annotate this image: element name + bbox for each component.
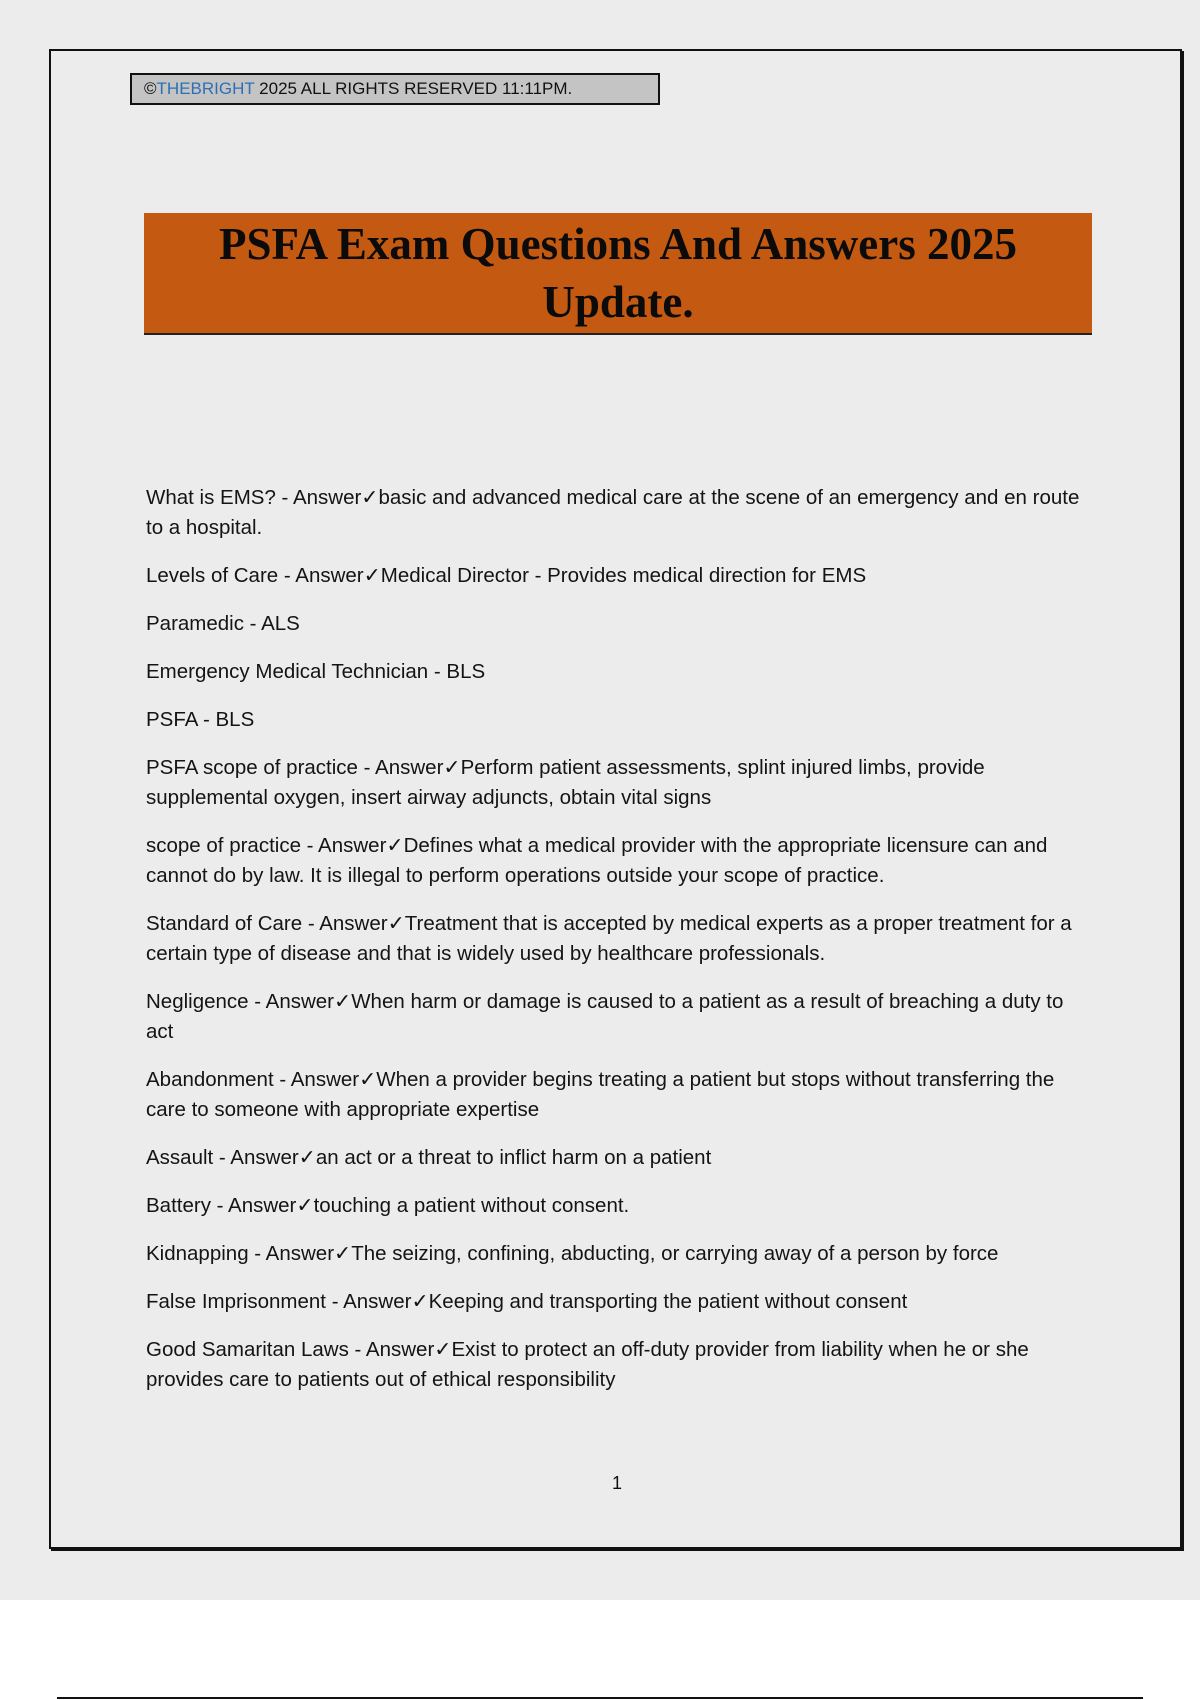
qa-item: Negligence - Answer✓When harm or damage is caused to a patient as a result of breaching a duty to act xyxy=(146,990,1064,1043)
qa-item: Standard of Care - Answer✓Treatment that is accepted by medical experts as a proper treatment for a certain type of disease and that is widely used by healthcare professionals. xyxy=(146,912,1072,965)
qa-item: Paramedic - ALS xyxy=(146,612,300,635)
qa-item: Kidnapping - Answer✓The seizing, confining, abducting, or carrying away of a person by force xyxy=(146,1242,999,1265)
next-page-divider xyxy=(57,1697,1143,1699)
copyright-symbol: © xyxy=(144,79,157,98)
copyright-notice xyxy=(130,73,660,105)
qa-item: What is EMS? - Answer✓basic and advanced medical care at the scene of an emergency and en route to a hospital. xyxy=(146,486,1080,539)
qa-item: Abandonment - Answer✓When a provider begins treating a patient but stops without transferring the care to someone with appropriate expertise xyxy=(146,1068,1055,1121)
qa-item: PSFA - BLS xyxy=(146,708,255,731)
qa-item: Battery - Answer✓touching a patient without consent. xyxy=(146,1194,630,1217)
qa-item: Good Samaritan Laws - Answer✓Exist to protect an off-duty provider from liability when he or she provides care to patients out of ethical responsibility xyxy=(146,1338,1029,1391)
title-line-2: Update. xyxy=(542,277,694,327)
qa-list xyxy=(146,483,1096,1413)
qa-item: Emergency Medical Technician - BLS xyxy=(146,660,486,683)
title-line-1: PSFA Exam Questions And Answers 2025 xyxy=(218,219,1018,269)
qa-item: False Imprisonment - Answer✓Keeping and transporting the patient without consent xyxy=(146,1290,908,1313)
page-number: 1 xyxy=(611,1473,622,1493)
copyright-text: 2025 ALL RIGHTS RESERVED 11:11PM. xyxy=(254,79,573,98)
copyright-brand: THEBRIGHT xyxy=(156,79,255,98)
qa-item: scope of practice - Answer✓Defines what a medical provider with the appropriate licensure can and cannot do by law. It is illegal to perform operations outside your scope of practice. xyxy=(146,834,1048,887)
qa-item: Assault - Answer✓an act or a threat to inflict harm on a patient xyxy=(146,1146,712,1169)
qa-item: Levels of Care - Answer✓Medical Director - Provides medical direction for EMS xyxy=(146,564,867,587)
qa-item: PSFA scope of practice - Answer✓Perform patient assessments, splint injured limbs, provide supplemental oxygen, insert airway adjuncts, obtain vital signs xyxy=(146,756,985,809)
title-banner xyxy=(144,213,1092,335)
document-title xyxy=(219,215,1017,331)
